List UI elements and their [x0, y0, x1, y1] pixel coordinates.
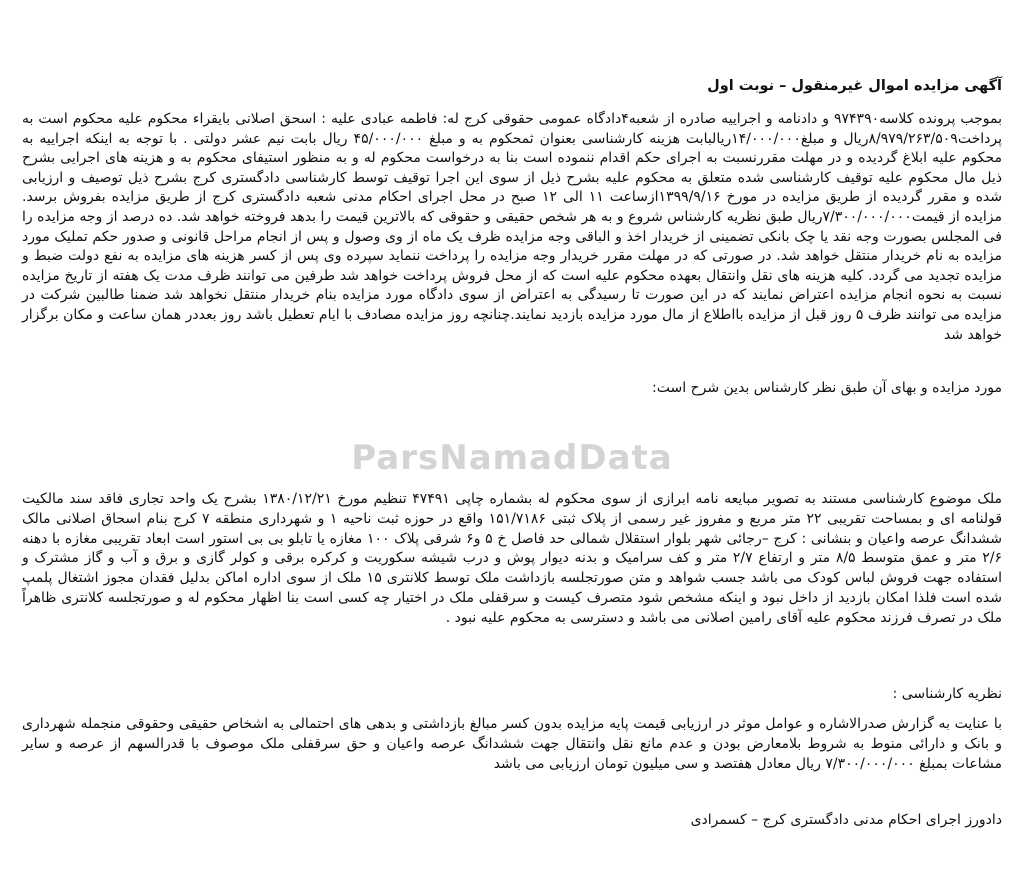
expert-opinion-heading: نظریه کارشناسی : — [892, 686, 1002, 702]
notice-body-paragraph: بموجب پرونده کلاسه۹۷۴۳۹۰ و دادنامه و اجراییه صادره از شعبه۴دادگاه عمومی حقوقی کرج له: فاطمه عبادی علیه : اسحق اصلانی بایقراء محکوم علیه محکوم است به پرداخت۸/۹۷۹/۲۶۳/۵۰۹ریال و مبلغ۱۴/۰۰۰/۰۰۰ریالبابت هزینه کارشناسی بعنوان ثمحکوم به و مبلغ ۴۵/۰۰۰/۰۰۰ ریال بابت نیم عشر دولتی . با توجه به اینکه اجراییه به محکوم علیه ابلاغ گردیده و در مهلت مقررنسبت به اجرای حکم اقدام ننموده است بنا به درخواست محکوم له و به منظور استیفای محکوم به و هزینه های اجرایی بشرح ذیل مال محکوم علیه توقیف کارشناسی شده متعلق به محکوم علیه بشرح ذیل از سوی این اجرا توقیف توسط کارشناسی دادگستری کرج بشرح ذیل توصیف و ارزیابی شده و مقرر گردیده از طریق مزایده در مورخ ۱۳۹۹/۹/۱۶ازساعت ۱۱ الی ۱۲ صبح در محل اجرای احکام مدنی شعبه دادگستری کرج از طریق مزایده بفروش برسد. مزایده از قیمت۷/۳۰۰/۰۰۰/۰۰۰ریال طبق نظریه کارشناس شروع و به هر شخص حقیقی و حقوقی که بالاترین قیمت را بدهد فروخته خواهد شد. ده درصد از وجه مزایده را فی المجلس بصورت وجه نقد یا چک بانکی تضمینی از خریدار اخذ و الباقی وجه مزایده ظرف یک ماه از وی وصول و پس از انجام مراحل قانونی و صدور حکم تملیک مورد مزایده به نام خریدار منتقل خواهد شد. در صورتی که در مهلت مقرر خریدار وجه مزایده را پرداخت ننماید سپرده وی پس از کسر هزینه های مزایده به نفع دولت ضبط و مزایده تجدید می گردد. کلیه هزینه های نقل وانتقال بعهده محکوم علیه است که از محل فروش پرداخت خواهد شد طرفین می توانند ظرف مدت یک هفته از تاریخ مزایده نسبت به نحوه انجام مزایده اعتراض نمایند که در این صورت تا رسیدگی به اعتراض از سوی دادگاه مورد مزایده بنام خریدار منتقل نخواهد شد ضمنا طالبین شرکت در مزایده می توانند ظرف ۵ روز قبل از مزایده بااطلاع از مال مورد مزایده بازدید نمایند.چنانچه روز مزایده مصادف با ایام تعطیل باشد روز بعددر همان ساعت و مکان برگزار خواهد شد — [22, 111, 1003, 343]
watermark-logo: ParsNamadData — [351, 438, 673, 478]
property-description-paragraph: ملک موضوع کارشناسی مستند به تصویر مبایعه نامه ابرازی از سوی محکوم له بشماره چاپی ۴۷۴۹۱ تنظیم مورخ ۱۳۸۰/۱۲/۲۱ بشرح یک واحد تجاری فاقد سند مالکیت قولنامه ای و بمساحت تقریبی ۲۲ متر مربع و مفروز غیر رسمی از پلاک ثبتی ۱۵۱/۷۱۸۶ واقع در حوزه ثبت ناحیه ۱ و شهرداری منطقه ۷ کرج بنام اسحاق اصلانی مالک ششدانگ عرصه واعیان و بنشانی : کرج –رجائی شهر بلوار استقلال شمالی حد فاصل خ ۵ و۶ شرقی پلاک ۱۰۰ مغازه یا تابلو بی بی استور است ابعاد تقریبی مغازه با دهنه ۲/۶ متر و عمق متوسط ۸/۵ متر و ارتفاع ۲/۷ متر و کف سرامیک و بدنه دیوار پوش و درب شیشه سکوریت و کرکره برقی و کولر گازی و برق و آب و گاز مشترک و استفاده جهت فروش لباس کودک می باشد جسب شواهد و متن صورتجلسه بازداشت ملک توسط کلانتری ۱۵ ملک از سوی اداره اماکن بدلیل فقدان مجوز اشتغال پلمپ شده است فلذا امکان بازدید از داخل نبود و اینکه مشخص شود متصرف کیست و سرقفلی ملک در اختیار چه کسی است بنا اظهار محکوم له و صورتجلسه کلانتری ظاهراً ملک در تصرف فرزند محکوم علیه آقای رامین اصلانی می باشد و دسترسی به محکوم علیه نبود . — [22, 491, 1003, 626]
signature-line: دادورز اجرای احکام مدنی دادگستری کرج – کسمرادی — [690, 812, 1002, 828]
expert-opinion-paragraph: با عنایت به گزارش صدرالاشاره و عوامل موثر در ارزیابی قیمت پایه مزایده بدون کسر مبالغ بازداشتی و بدهی های احتمالی به اشخاص حقیقی وحقوقی منجمله شهرداری و بانک و دارائی منوط به شروط بلامعارض بودن و عدم مانع نقل وانتقال جهت ششدانگ عرصه واعیان و حق سرقفلی ملک موصوف با قدرالسهم از عرصه و سایر مشاعات بمبلغ ۷/۳۰۰/۰۰۰/۰۰۰ ریال معادل هفتصد و سی میلیون تومان ارزیابی می باشد — [22, 716, 1002, 772]
notice-title: آگهی مزایده اموال غیرمنقول – نوبت اول — [707, 78, 1002, 94]
auction-item-intro: مورد مزایده و بهای آن طبق نظر کارشناس بدین شرح است: — [652, 380, 1002, 396]
